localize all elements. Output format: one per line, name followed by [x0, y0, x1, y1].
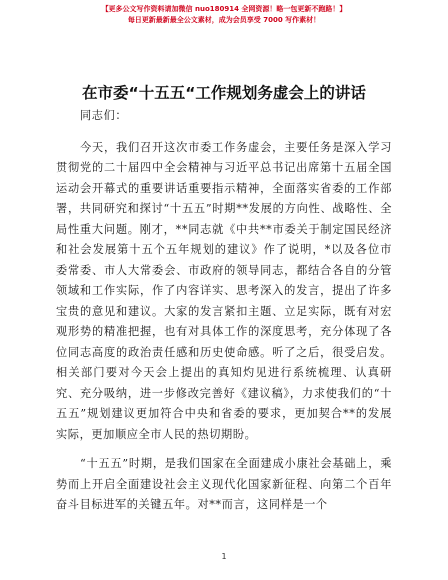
promo-banner	[0, 4, 448, 26]
promo-banner-line-2: 每日更新最新最全公文素材，成为会员享受 7000 写作素材！	[127, 16, 321, 24]
greeting: 同志们：	[80, 109, 128, 122]
body-paragraph-2: “十五五”时期，是我们国家在全面建成小康社会基础上，乘势而上开启全面建设社会主义现代化国家新征程、向第二个百年奋斗目标进军的关键五年。对**而言，这同样是一个	[56, 457, 392, 511]
body-paragraph-1: 今天，我们召开这次市委工作务虚会，主要任务是深入学习贯彻党的二十届四中全会精神与习近平总书记出席第十五届全国运动会开幕式的重要讲话重要指示精神，全面落实省委的工作部署，共同研究和探讨“十五五”时期**发展的方向性、战略性、全局性重大问题。刚才，**同志就《中共**市委关于制定国民经济和社会发展第十五个五年规划的建议》作了说明，*以及各位市委常委、市人大常委会、市政府的领导同志，都结合各自的分管领域和工作实际，作了内容详实、思考深入的发言，提出了许多宝贵的意见和建议。大家的发言紧扣主题、立足实际，既有对宏观形势的精准把握，也有对具体工作的深度思考，充分体现了各位同志高度的政治责任感和历史使命感。听了之后，很受启发。相关部门要对今天会上提出的真知灼见进行系统梳理、认真研究、充分吸纳，进一步修改完善好《建议稿》，力求使我们的“十五五”规划建议更加符合中央和省委的要求，更加契合**的发展实际，更加顺应全市人民的热切期盼。	[56, 140, 392, 441]
document-body	[56, 106, 392, 516]
page-number: 1	[221, 552, 227, 561]
document-title: 在市委“十五五“工作规划务虚会上的讲话	[82, 84, 366, 102]
promo-banner-line-1: 【更多公文写作资料请加微信 nuo180914 全网资源！略一包更新不跑路！】	[101, 5, 347, 13]
